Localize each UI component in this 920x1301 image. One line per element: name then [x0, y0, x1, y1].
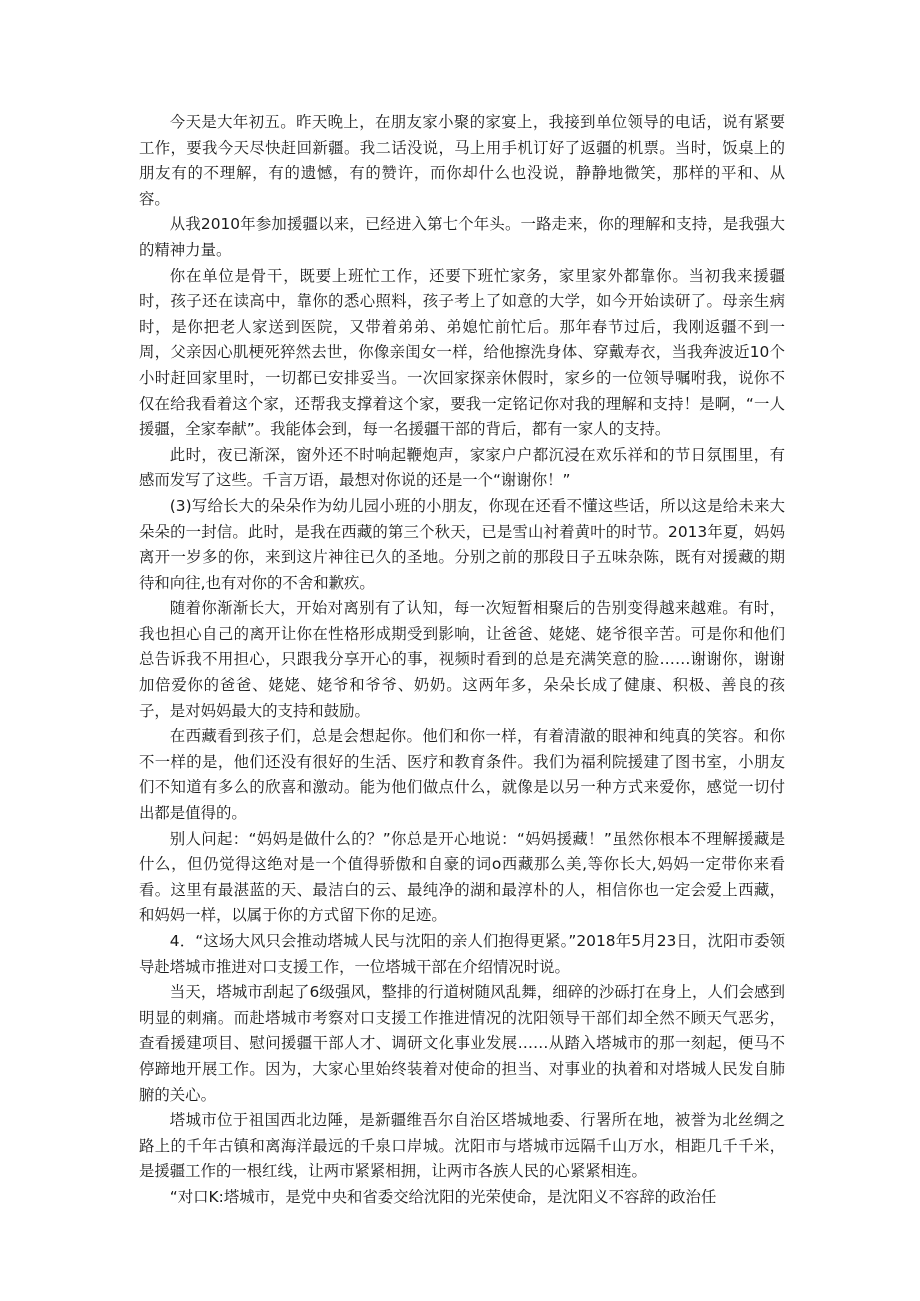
paragraph: 随着你渐渐长大，开始对离别有了认知，每一次短暂相聚后的告别变得越来越难。有时，我也担心自己的离开让你在性格形成期受到影响，让爸爸、姥姥、姥爷很辛苦。可是你和他们总告诉我不用担心，只跟我分享开心的事，视频时看到的总是充满笑意的脸……谢谢你，谢谢加倍爱你的爸爸、姥姥、姥爷和爷爷、奶奶。这两年多，朵朵长成了健康、积极、善良的孩子，是对妈妈最大的支持和鼓励。 — [139, 599, 785, 720]
paragraph: 今天是大年初五。昨天晚上，在朋友家小聚的家宴上，我接到单位领导的电话，说有紧要工作，要我今天尽快赶回新疆。我二话没说，马上用手机订好了返疆的机票。当时，饭桌上的朋友有的不理解，有的遗憾，有的赞许，而你却什么也没说，静静地微笑，那样的平和、从容。 — [139, 113, 785, 208]
paragraph: 别人问起：“妈妈是做什么的？”你总是开心地说：“妈妈援藏！”虽然你根本不理解援藏是什么，但仍觉得这绝对是一个值得骄傲和自豪的词o西藏那么美,等你长大,妈妈一定带你来看看。这里有最湛蓝的天、最洁白的云、最纯净的湖和最淳朴的人，相信你也一定会爱上西藏，和妈妈一样，以属于你的方式留下你的足迹。 — [139, 829, 785, 925]
paragraph: 你在单位是骨干，既要上班忙工作，还要下班忙家务，家里家外都靠你。当初我来援疆时，孩子还在读高中，靠你的悉心照料，孩子考上了如意的大学，如今开始读研了。母亲生病时，是你把老人家送到医院，又带着弟弟、弟媳忙前忙后。那年春节过后，我刚返疆不到一周，父亲因心肌梗死猝然去世，你像亲闺女一样，给他擦洗身体、穿戴寿衣，当我奔波近10个小时赶回家里时，一切都已安排妥当。一次回家探亲休假时，家乡的一位领导嘱咐我，说你不仅在给我看着这个家，还帮我支撑着这个家，要我一定铭记你对我的理解和支持！是啊，“一人援疆，全家奉献”。我能体会到，每一名援疆干部的背后，都有一家人的支持。 — [139, 266, 785, 439]
paragraph: 塔城市位于祖国西北边陲，是新疆维吾尔自治区塔城地委、行署所在地，被誉为北丝绸之路上的千年古镇和离海洋最远的千泉口岸城。沈阳市与塔城市远隔千山万水，相距几千千米，是援疆工作的一根红线，让两市紧紧相拥，让两市各族人民的心紧紧相连。 — [139, 1111, 785, 1181]
paragraph: (3)写给长大的朵朵作为幼儿园小班的小朋友，你现在还看不懂这些话，所以这是给未来大朵朵的一封信。此时，是我在西藏的第三个秋天，已是雪山衬着黄叶的时节。2013年夏，妈妈离开一岁多的你，来到这片神往已久的圣地。分别之前的那段日子五味杂陈，既有对援藏的期待和向往,也有对你的不舍和歉疚。 — [139, 496, 785, 592]
paragraph: 4．“这场大风只会推动塔城人民与沈阳的亲人们抱得更紧。”2018年5月23日，沈阳市委领导赴塔城市推进对口支援工作，一位塔城干部在介绍情况时说。 — [139, 932, 785, 976]
paragraph: “对口K:塔城市，是党中央和省委交给沈阳的光荣使命，是沈阳义不容辞的政治任 — [169, 1187, 717, 1206]
paragraph: 此时，夜已渐深，窗外还不时响起鞭炮声，家家户户都沉浸在欢乐祥和的节日氛围里，有感而发写了这些。千言万语，最想对你说的还是一个“谢谢你！” — [139, 445, 785, 490]
paragraph: 当天，塔城市刮起了6级强风，整排的行道树随风乱舞，细碎的沙砾打在身上，人们会感到明显的刺痛。而赴塔城市考察对口支援工作推进情况的沈阳领导干部们却全然不顾天气恶劣，查看援建项目、慰问援疆干部人才、调研文化事业发展……从踏入塔城市的那一刻起，便马不停蹄地开展工作。因为，大家心里始终装着对使命的担当、对事业的执着和对塔城人民发自肺腑的关心。 — [139, 983, 785, 1104]
paragraph: 在西藏看到孩子们，总是会想起你。他们和你一样，有着清澈的眼神和纯真的笑容。和你不一样的是，他们还没有很好的生活、医疗和教育条件。我们为福利院援建了图书室，小朋友们不知道有多么的欣喜和激动。能为他们做点什么，就像是以另一种方式来爱你，感觉一切付出都是值得的。 — [139, 727, 785, 823]
paragraph: 从我2010年参加援疆以来，已经进入第七个年头。一路走来，你的理解和支持，是我强大的精神力量。 — [139, 215, 785, 259]
document-body — [139, 110, 785, 1211]
